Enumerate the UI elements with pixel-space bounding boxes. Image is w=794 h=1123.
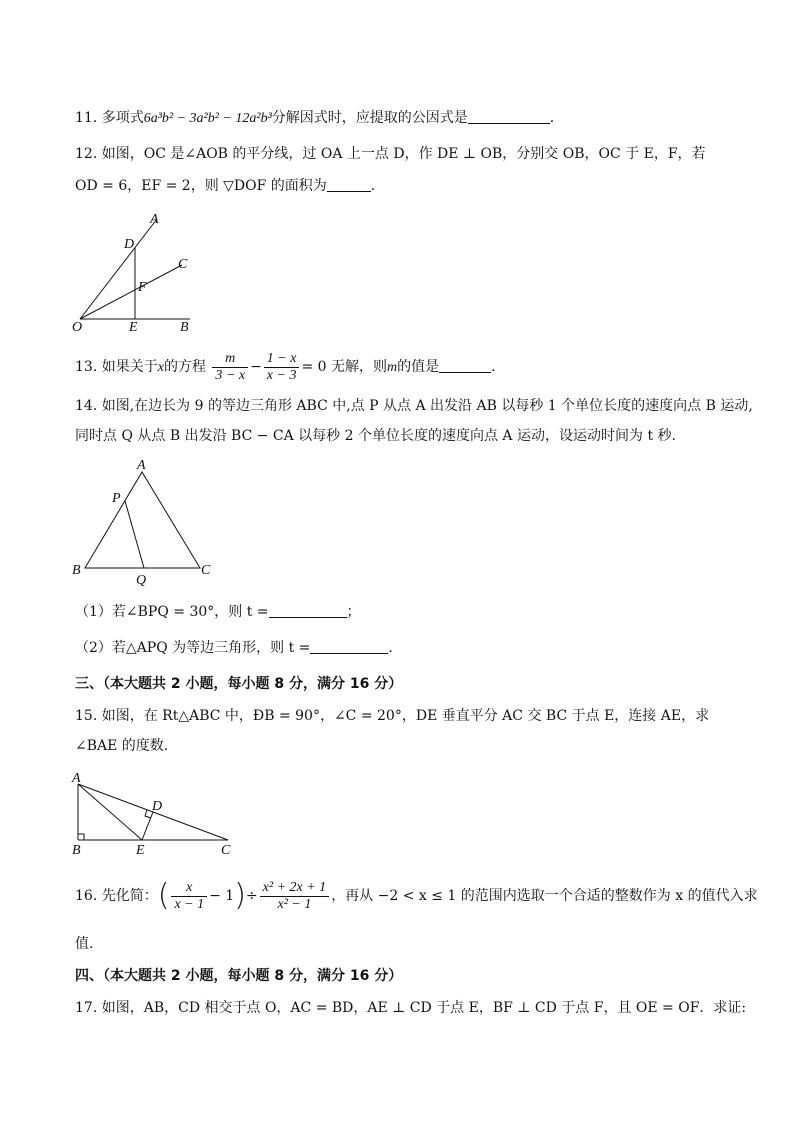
q16-frac1-den: x − 1 (174, 896, 205, 912)
q12-end: . (370, 178, 376, 194)
q14-sub2-end: . (388, 640, 393, 656)
q12-label-a: A (150, 212, 159, 227)
q14-label-c: C (201, 563, 211, 578)
q14-label-q: Q (136, 573, 147, 587)
question-17-line1: 17. 如图，AB，CD 相交于点 O，AC = BD，AE ⊥ CD 于点 E，BF ⊥ CD 于点 F，且 OE = OF．求证: (75, 1000, 747, 1016)
q15-label-a: A (72, 771, 81, 786)
q13-var-m: m (387, 360, 398, 375)
q16-suffix: ，再从 −2 < x ≤ 1 的范围内选取一个合适的整数作为 x 的值代入求 (331, 888, 758, 904)
q15-figure (65, 768, 245, 860)
q11-suffix: 分解因式时，应提取的公因式是 (271, 110, 468, 126)
q12-label-c: C (178, 257, 188, 272)
question-12-line1: 12. 如图，OC 是∠AOB 的平分线，过 OA 上一点 D，作 DE ⊥ OB，分别交 OB，OC 于 E，F，若 (75, 146, 706, 162)
q16-divide: ÷ (245, 888, 258, 904)
q11-answer-blank[interactable] (468, 109, 550, 124)
q13-suffix: 的值是 (397, 359, 440, 375)
q14-sub2-text: （2）若△APQ 为等边三角形，则 t = (75, 640, 311, 656)
question-14-line1: 14. 如图,在边长为 9 的等边三角形 ABC 中,点 P 从点 A 出发沿 AB 以每秒 1 个单位长度的速度向点 B 运动, (75, 398, 753, 414)
q12-label-f: F (138, 280, 147, 295)
question-12-line2 (75, 176, 375, 196)
q16-frac2-den: x² − 1 (277, 896, 312, 912)
question-13 (75, 350, 496, 385)
q16-frac2-num: x² + 2x + 1 (260, 880, 330, 897)
question-16-line2: 值. (75, 936, 94, 952)
q12-ray-oa (80, 219, 157, 319)
q11-end: . (549, 110, 555, 126)
q13-prefix: 13. 如果关于 (75, 359, 158, 375)
q15-label-d: D (152, 799, 163, 814)
question-16 (75, 876, 758, 916)
q16-paren-close: ) (234, 878, 246, 913)
q16-prefix: 16. 先化简： (75, 888, 158, 904)
q16-fraction-2 (260, 880, 330, 913)
q16-paren-open: ( (157, 878, 170, 913)
q13-var-x: x (157, 360, 164, 375)
question-15-line1: 15. 如图，在 Rt△ABC 中，ÐB = 90°，∠C = 20°，DE 垂直平分 AC 交 BC 于点 E，连接 AE，求 (75, 708, 710, 724)
question-15-line2: ∠BAE 的度数. (75, 738, 169, 754)
q12-ray-oc (80, 265, 182, 319)
q16-minus-one: − 1 (209, 888, 235, 904)
q15-segment-de (142, 812, 153, 840)
question-14-sub1 (75, 602, 361, 622)
q13-minus: − (250, 359, 262, 375)
q15-label-e: E (136, 843, 145, 858)
q14-label-p: P (112, 491, 121, 506)
q14-sub1-text: （1）若∠BPQ = 30°，则 t = (75, 604, 269, 620)
q15-right-angle-b (78, 834, 84, 840)
q11-expression: 6a³b² − 3a²b² − 12a²b³ (143, 111, 272, 126)
q12-line2-text: OD = 6，EF = 2，则 ▽DOF 的面积为 (75, 178, 327, 194)
question-11 (75, 108, 554, 129)
q13-end: . (491, 359, 496, 375)
q16-frac1-num: x (171, 880, 207, 897)
q12-figure (60, 205, 210, 335)
q12-label-d: D (124, 237, 135, 252)
section-3-heading: 三、（本大题共 2 小题，每小题 8 分，满分 16 分） (75, 676, 403, 692)
q14-segment-pq (125, 501, 144, 568)
question-14-sub2 (75, 638, 393, 658)
q14-triangle-abc (85, 472, 200, 568)
q14-sub2-blank[interactable] (310, 639, 388, 654)
q14-sub1-blank[interactable] (269, 603, 347, 618)
q15-label-c: C (221, 843, 231, 858)
q14-sub1-end: ； (346, 604, 361, 620)
q14-label-b: B (72, 563, 81, 578)
q14-figure (65, 452, 225, 587)
q13-frac1-den: 3 − x (215, 367, 246, 383)
section-4-heading: 四、（本大题共 2 小题，每小题 8 分，满分 16 分） (75, 968, 403, 984)
q13-fraction-2 (264, 351, 300, 384)
q12-label-e: E (129, 320, 138, 335)
q14-label-a: A (137, 458, 146, 473)
q12-label-b: B (180, 320, 189, 335)
q13-answer-blank[interactable] (439, 358, 491, 373)
q13-fraction-1 (212, 351, 248, 384)
q15-segment-ae (78, 784, 142, 840)
q13-frac2-num: 1 − x (264, 351, 300, 368)
q13-mid: 的方程 (163, 359, 206, 375)
q13-eq: = 0 无解，则 (301, 359, 388, 375)
q13-frac1-num: m (212, 351, 248, 368)
q15-label-b: B (72, 843, 81, 858)
q16-fraction-1 (171, 880, 207, 913)
q12-label-o: O (72, 320, 83, 335)
question-14-line2: 同时点 Q 从点 B 出发沿 BC − CA 以每秒 2 个单位长度的速度向点 A 运动，设运动时间为 t 秒. (75, 428, 676, 444)
q12-answer-blank[interactable] (327, 177, 371, 192)
q13-frac2-den: x − 3 (266, 367, 297, 383)
q11-prefix: 11. 多项式 (75, 110, 144, 126)
